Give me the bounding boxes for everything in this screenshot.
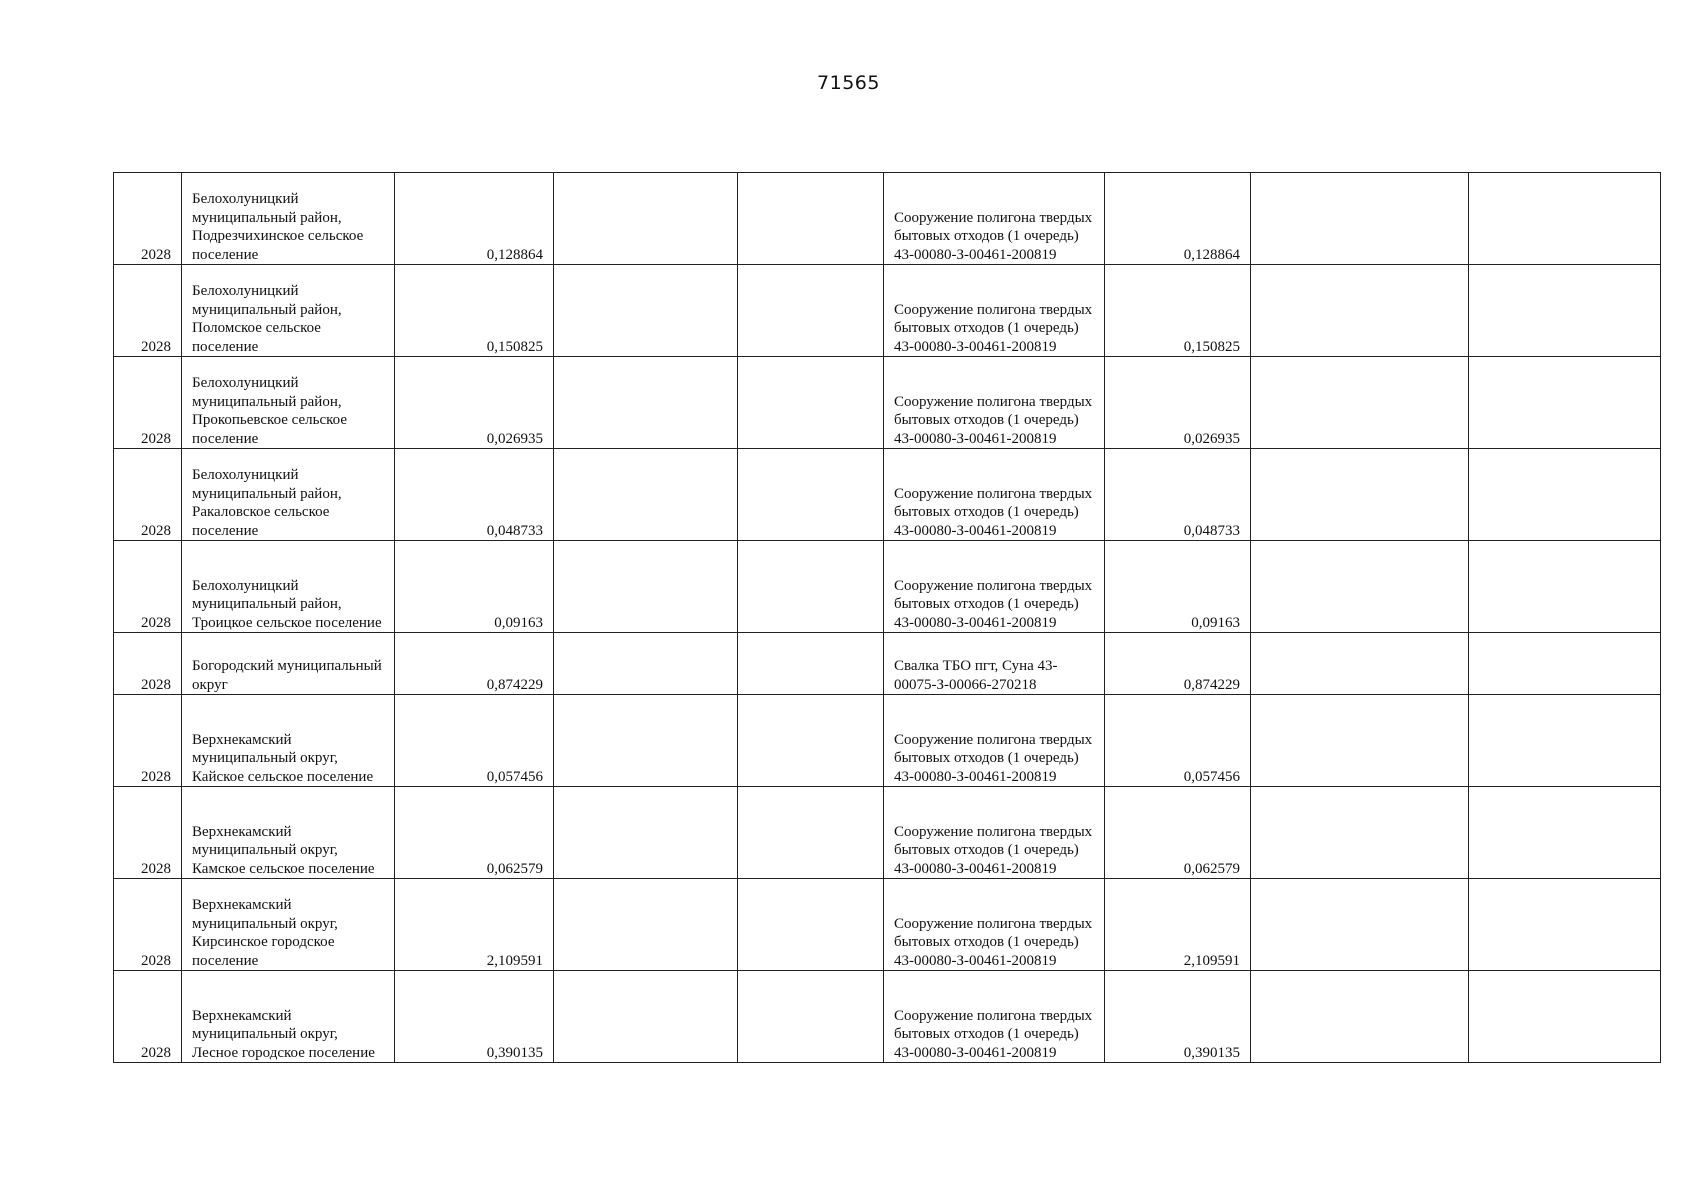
empty-cell bbox=[1251, 265, 1469, 357]
empty-cell bbox=[1469, 695, 1661, 787]
municipality-cell: Богородский муниципальный округ bbox=[182, 633, 395, 695]
empty-cell bbox=[1469, 541, 1661, 633]
table-row bbox=[114, 265, 1661, 357]
facility-value-cell: 0,128864 bbox=[1105, 173, 1251, 265]
year-cell: 2028 bbox=[114, 971, 182, 1063]
facility-cell: Сооружение полигона твердых бытовых отходов (1 очередь) 43-00080-З-00461-200819 bbox=[884, 879, 1105, 971]
municipality-cell: Верхнекамский муниципальный округ, Камское сельское поселение bbox=[182, 787, 395, 879]
value-cell: 0,026935 bbox=[395, 357, 554, 449]
empty-cell bbox=[1251, 695, 1469, 787]
facility-cell: Сооружение полигона твердых бытовых отходов (1 очередь) 43-00080-З-00461-200819 bbox=[884, 695, 1105, 787]
value-cell: 0,150825 bbox=[395, 265, 554, 357]
value-cell: 0,062579 bbox=[395, 787, 554, 879]
empty-cell bbox=[738, 173, 884, 265]
empty-cell bbox=[738, 265, 884, 357]
empty-cell bbox=[1469, 265, 1661, 357]
empty-cell bbox=[1469, 449, 1661, 541]
municipality-cell: Белохолуницкий муниципальный район, Подрезчихинское сельское поселение bbox=[182, 173, 395, 265]
municipality-cell: Верхнекамский муниципальный округ, Лесное городское поселение bbox=[182, 971, 395, 1063]
facility-value-cell: 0,026935 bbox=[1105, 357, 1251, 449]
year-cell: 2028 bbox=[114, 357, 182, 449]
empty-cell bbox=[1469, 173, 1661, 265]
data-table bbox=[113, 172, 1661, 1063]
empty-cell bbox=[1251, 787, 1469, 879]
empty-cell bbox=[554, 633, 738, 695]
facility-cell: Сооружение полигона твердых бытовых отходов (1 очередь) 43-00080-З-00461-200819 bbox=[884, 541, 1105, 633]
year-cell: 2028 bbox=[114, 449, 182, 541]
value-cell: 0,874229 bbox=[395, 633, 554, 695]
facility-cell: Сооружение полигона твердых бытовых отходов (1 очередь) 43-00080-З-00461-200819 bbox=[884, 357, 1105, 449]
table-row bbox=[114, 695, 1661, 787]
table-row bbox=[114, 541, 1661, 633]
empty-cell bbox=[554, 357, 738, 449]
empty-cell bbox=[554, 971, 738, 1063]
facility-value-cell: 0,874229 bbox=[1105, 633, 1251, 695]
table-row bbox=[114, 879, 1661, 971]
year-cell: 2028 bbox=[114, 541, 182, 633]
municipality-cell: Белохолуницкий муниципальный район, Троицкое сельское поселение bbox=[182, 541, 395, 633]
municipality-cell: Верхнекамский муниципальный округ, Кирсинское городское поселение bbox=[182, 879, 395, 971]
table-row bbox=[114, 173, 1661, 265]
empty-cell bbox=[1251, 357, 1469, 449]
facility-cell: Сооружение полигона твердых бытовых отходов (1 очередь) 43-00080-З-00461-200819 bbox=[884, 173, 1105, 265]
year-cell: 2028 bbox=[114, 695, 182, 787]
facility-value-cell: 0,062579 bbox=[1105, 787, 1251, 879]
empty-cell bbox=[554, 541, 738, 633]
value-cell: 0,128864 bbox=[395, 173, 554, 265]
facility-cell: Сооружение полигона твердых бытовых отходов (1 очередь) 43-00080-З-00461-200819 bbox=[884, 971, 1105, 1063]
empty-cell bbox=[554, 265, 738, 357]
empty-cell bbox=[1469, 879, 1661, 971]
empty-cell bbox=[1469, 357, 1661, 449]
empty-cell bbox=[1251, 633, 1469, 695]
facility-value-cell: 0,390135 bbox=[1105, 971, 1251, 1063]
empty-cell bbox=[738, 971, 884, 1063]
year-cell: 2028 bbox=[114, 879, 182, 971]
empty-cell bbox=[738, 633, 884, 695]
facility-value-cell: 0,057456 bbox=[1105, 695, 1251, 787]
table-row bbox=[114, 449, 1661, 541]
year-cell: 2028 bbox=[114, 265, 182, 357]
empty-cell bbox=[738, 695, 884, 787]
empty-cell bbox=[738, 787, 884, 879]
value-cell: 2,109591 bbox=[395, 879, 554, 971]
empty-cell bbox=[1251, 173, 1469, 265]
value-cell: 0,048733 bbox=[395, 449, 554, 541]
value-cell: 0,09163 bbox=[395, 541, 554, 633]
empty-cell bbox=[738, 541, 884, 633]
municipality-cell: Белохолуницкий муниципальный район, Поломское сельское поселение bbox=[182, 265, 395, 357]
facility-cell: Сооружение полигона твердых бытовых отходов (1 очередь) 43-00080-З-00461-200819 bbox=[884, 787, 1105, 879]
empty-cell bbox=[554, 695, 738, 787]
facility-value-cell: 0,150825 bbox=[1105, 265, 1251, 357]
municipality-cell: Белохолуницкий муниципальный район, Прокопьевское сельское поселение bbox=[182, 357, 395, 449]
facility-value-cell: 2,109591 bbox=[1105, 879, 1251, 971]
facility-value-cell: 0,09163 bbox=[1105, 541, 1251, 633]
facility-value-cell: 0,048733 bbox=[1105, 449, 1251, 541]
value-cell: 0,390135 bbox=[395, 971, 554, 1063]
empty-cell bbox=[554, 879, 738, 971]
empty-cell bbox=[554, 173, 738, 265]
municipality-cell: Верхнекамский муниципальный округ, Кайское сельское поселение bbox=[182, 695, 395, 787]
empty-cell bbox=[1469, 633, 1661, 695]
table-row bbox=[114, 633, 1661, 695]
empty-cell bbox=[738, 357, 884, 449]
table-row bbox=[114, 357, 1661, 449]
year-cell: 2028 bbox=[114, 787, 182, 879]
empty-cell bbox=[738, 879, 884, 971]
facility-cell: Сооружение полигона твердых бытовых отходов (1 очередь) 43-00080-З-00461-200819 bbox=[884, 449, 1105, 541]
page-number: 71565 bbox=[817, 72, 880, 94]
facility-cell: Свалка ТБО пгт, Суна 43-00075-З-00066-270218 bbox=[884, 633, 1105, 695]
empty-cell bbox=[1469, 971, 1661, 1063]
empty-cell bbox=[554, 449, 738, 541]
municipality-cell: Белохолуницкий муниципальный район, Ракаловское сельское поселение bbox=[182, 449, 395, 541]
year-cell: 2028 bbox=[114, 173, 182, 265]
empty-cell bbox=[738, 449, 884, 541]
year-cell: 2028 bbox=[114, 633, 182, 695]
empty-cell bbox=[1251, 879, 1469, 971]
table-row bbox=[114, 971, 1661, 1063]
empty-cell bbox=[1251, 971, 1469, 1063]
empty-cell bbox=[1251, 541, 1469, 633]
facility-cell: Сооружение полигона твердых бытовых отходов (1 очередь) 43-00080-З-00461-200819 bbox=[884, 265, 1105, 357]
empty-cell bbox=[1251, 449, 1469, 541]
empty-cell bbox=[554, 787, 738, 879]
empty-cell bbox=[1469, 787, 1661, 879]
value-cell: 0,057456 bbox=[395, 695, 554, 787]
table-row bbox=[114, 787, 1661, 879]
